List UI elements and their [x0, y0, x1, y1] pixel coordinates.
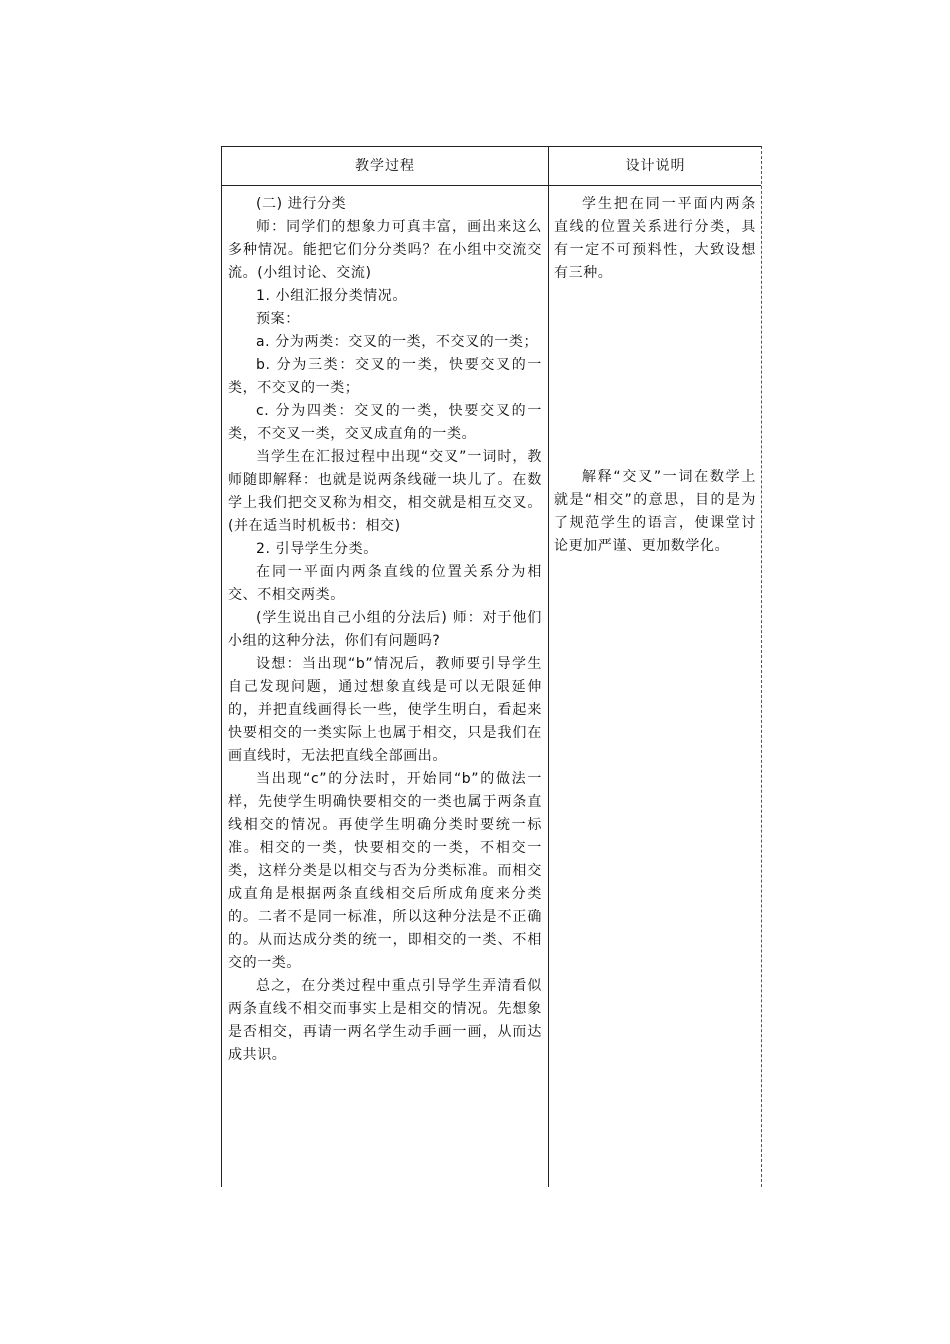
- process-paragraph: 师：同学们的想象力可真丰富，画出来这么多种情况。能把它们分分类吗？在小组中交流交流。(小组讨论、交流): [228, 219, 542, 281]
- process-paragraph: 1. 小组汇报分类情况。: [256, 288, 408, 304]
- process-paragraph: a. 分为两类：交叉的一类，不交叉的一类；: [256, 334, 539, 350]
- process-paragraph: c. 分为四类：交叉的一类，快要交叉的一类，不交叉一类，交叉成直角的一类。: [228, 403, 542, 442]
- design-note: 解释“交叉”一词在数学上就是“相交”的意思，目的是为了规范学生的语言，使课堂讨论更加严谨、更加数学化。: [554, 469, 756, 554]
- teaching-process-column: [228, 193, 542, 1067]
- process-paragraph: 设想：当出现“b”情况后，教师要引导学生自己发现问题，通过想象直线是可以无限延伸的，并把直线画得长一些，使学生明白，看起来快要相交的一类实际上也属于相交，只是我们在画直线时，无法把直线全部画出。: [228, 656, 542, 764]
- header-divider: [222, 185, 761, 186]
- process-paragraph: 2. 引导学生分类。: [256, 541, 378, 557]
- process-paragraph: (学生说出自己小组的分法后) 师：对于他们小组的这种分法，你们有问题吗?: [228, 610, 542, 649]
- design-notes-column: [554, 193, 756, 558]
- design-note: 学生把在同一平面内两条直线的位置关系进行分类，具有一定不可预料性，大致设想有三种。: [554, 196, 756, 281]
- process-paragraph: 总之，在分类过程中重点引导学生弄清看似两条直线不相交而事实上是相交的情况。先想象是否相交，再请一两名学生动手画一画，从而达成共识。: [228, 978, 542, 1063]
- process-paragraph: 在同一平面内两条直线的位置关系分为相交、不相交两类。: [228, 564, 542, 603]
- process-paragraph: 预案：: [256, 311, 300, 327]
- header-teaching-process: 教学过程: [355, 158, 415, 174]
- section-heading: (二) 进行分类: [256, 196, 347, 212]
- header-design-notes: 设计说明: [625, 158, 686, 174]
- process-paragraph: 当学生在汇报过程中出现“交叉”一词时，教师随即解释：也就是说两条线碰一块儿了。在数学上我们把交叉称为相交，相交就是相互交叉。(并在适当时机板书：相交): [228, 449, 542, 534]
- process-paragraph: b. 分为三类：交叉的一类，快要交叉的一类，不交叉的一类；: [228, 357, 542, 396]
- column-divider: [548, 147, 549, 1187]
- process-paragraph: 当出现“c”的分法时，开始同“b”的做法一样，先使学生明确快要相交的一类也属于两条直线相交的情况。再使学生明确分类时要统一标准。相交的一类，快要相交的一类，不相交一类，这样分类是以相交与否为分类标准。而相交成直角是根据两条直线相交后所成角度来分类的。二者不是同一标准，所以这种分法是不正确的。从而达成分类的统一，即相交的一类、不相交的一类。: [228, 771, 542, 971]
- lesson-table: [221, 146, 762, 1187]
